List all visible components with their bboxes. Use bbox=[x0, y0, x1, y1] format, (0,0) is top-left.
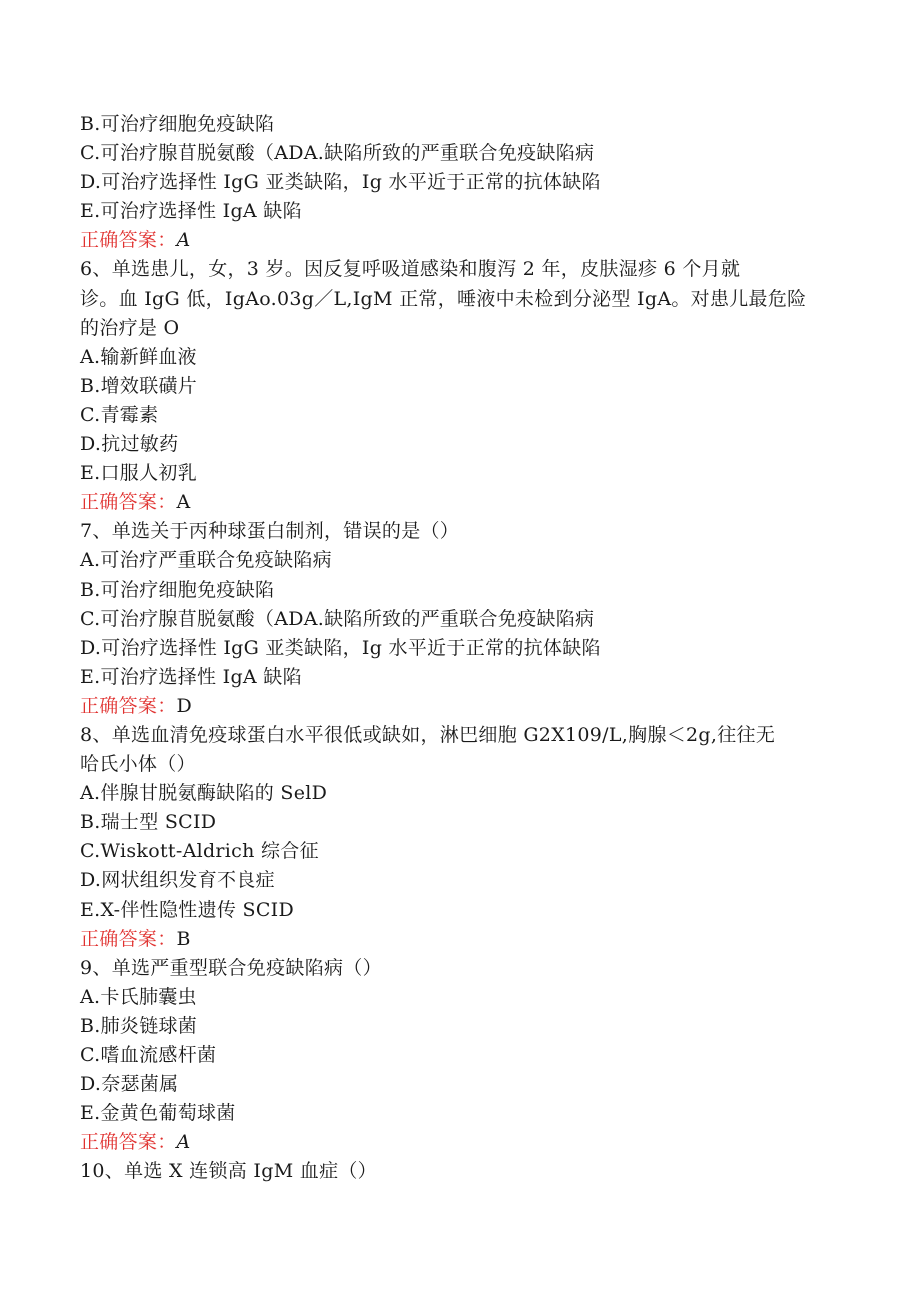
question-text: 7、单选关于丙种球蛋白制剂，错误的是（） bbox=[80, 520, 460, 543]
question-text: 哈氏小体（） bbox=[80, 753, 196, 776]
answer-label: 正确答案： bbox=[80, 491, 177, 514]
option-text: B.肺炎链球菌 bbox=[80, 1014, 198, 1037]
option-text: B.可治疗细胞免疫缺陷 bbox=[80, 113, 275, 135]
answer-value: A bbox=[176, 491, 191, 514]
option-text: A.卡氏肺囊虫 bbox=[80, 985, 197, 1008]
option-text: D.可治疗选择性 IgG 亚类缺陷，Ig 水平近于正常的抗体缺陷 bbox=[80, 636, 601, 659]
question-list bbox=[80, 110, 840, 1186]
option-text: D.可治疗选择性 IgG 亚类缺陷，Ig 水平近于正常的抗体缺陷 bbox=[80, 171, 601, 194]
answer-label: 正确答案： bbox=[80, 694, 177, 717]
option-text: E.可治疗选择性 IgA 缺陷 bbox=[80, 665, 302, 688]
question-text: 的治疗是 O bbox=[80, 316, 180, 339]
option-text: D.网状组织发育不良症 bbox=[80, 869, 275, 892]
option-text: C.嗜血流感杆菌 bbox=[80, 1044, 217, 1066]
answer-line bbox=[80, 226, 840, 255]
answer-line bbox=[80, 488, 840, 517]
option-text: C.可治疗腺苜脱氨酸（ADA.缺陷所致的严重联合免疫缺陷病 bbox=[80, 607, 595, 630]
answer-value: A bbox=[176, 1131, 191, 1154]
answer-value: A bbox=[176, 229, 191, 252]
answer-line bbox=[80, 692, 840, 721]
answer-label: 正确答案： bbox=[80, 1131, 177, 1154]
option-text: D.抗过敏药 bbox=[80, 433, 179, 456]
answer-value: D bbox=[176, 694, 193, 717]
answer-label: 正确答案： bbox=[80, 229, 177, 252]
option-text: E.可治疗选择性 IgA 缺陷 bbox=[80, 200, 302, 223]
option-text: E.口服人初乳 bbox=[80, 462, 198, 485]
answer-label: 正确答案： bbox=[80, 927, 177, 950]
option-text: C.青霉素 bbox=[80, 403, 159, 426]
option-text: E.X-伴性隐性遗传 SCID bbox=[80, 898, 295, 921]
option-text: E.金黄色葡萄球菌 bbox=[80, 1102, 236, 1125]
question-text: 9、单选严重型联合免疫缺陷病（） bbox=[80, 956, 382, 979]
option-text: B.增效联磺片 bbox=[80, 374, 198, 397]
option-text: C.Wiskott-Aldrich 综合征 bbox=[80, 840, 319, 863]
option-text: B.可治疗细胞免疫缺陷 bbox=[80, 578, 275, 601]
question-text: 8、单选血清免疫球蛋白水平很低或缺如，淋巴细胞 G2X109/L,胸腺＜2g,往往无 bbox=[80, 723, 776, 746]
question-text: 6、单选患儿，女，3 岁。因反复呼吸道感染和腹泻 2 年，皮肤湿疹 6 个月就 bbox=[80, 258, 741, 281]
answer-value: B bbox=[176, 927, 191, 950]
option-text: C.可治疗腺苜脱氨酸（ADA.缺陷所致的严重联合免疫缺陷病 bbox=[80, 142, 595, 165]
option-text: D.奈瑟菌属 bbox=[80, 1073, 179, 1096]
option-text: A.输新鲜血液 bbox=[80, 345, 197, 368]
answer-line bbox=[80, 925, 840, 954]
option-text: B.瑞士型 SCID bbox=[80, 811, 217, 834]
question-text: 诊。血 IgG 低，IgAo.03g／L,IgM 正常，唾液中未检到分泌型 IgA。对患儿最危险 bbox=[80, 287, 807, 310]
option-text: A.可治疗严重联合免疫缺陷病 bbox=[80, 549, 332, 572]
answer-line bbox=[80, 1128, 840, 1157]
option-text: A.伴腺甘脱氨酶缺陷的 SelD bbox=[80, 782, 328, 805]
question-text: 10、单选 X 连锁高 IgM 血症（） bbox=[80, 1160, 377, 1183]
